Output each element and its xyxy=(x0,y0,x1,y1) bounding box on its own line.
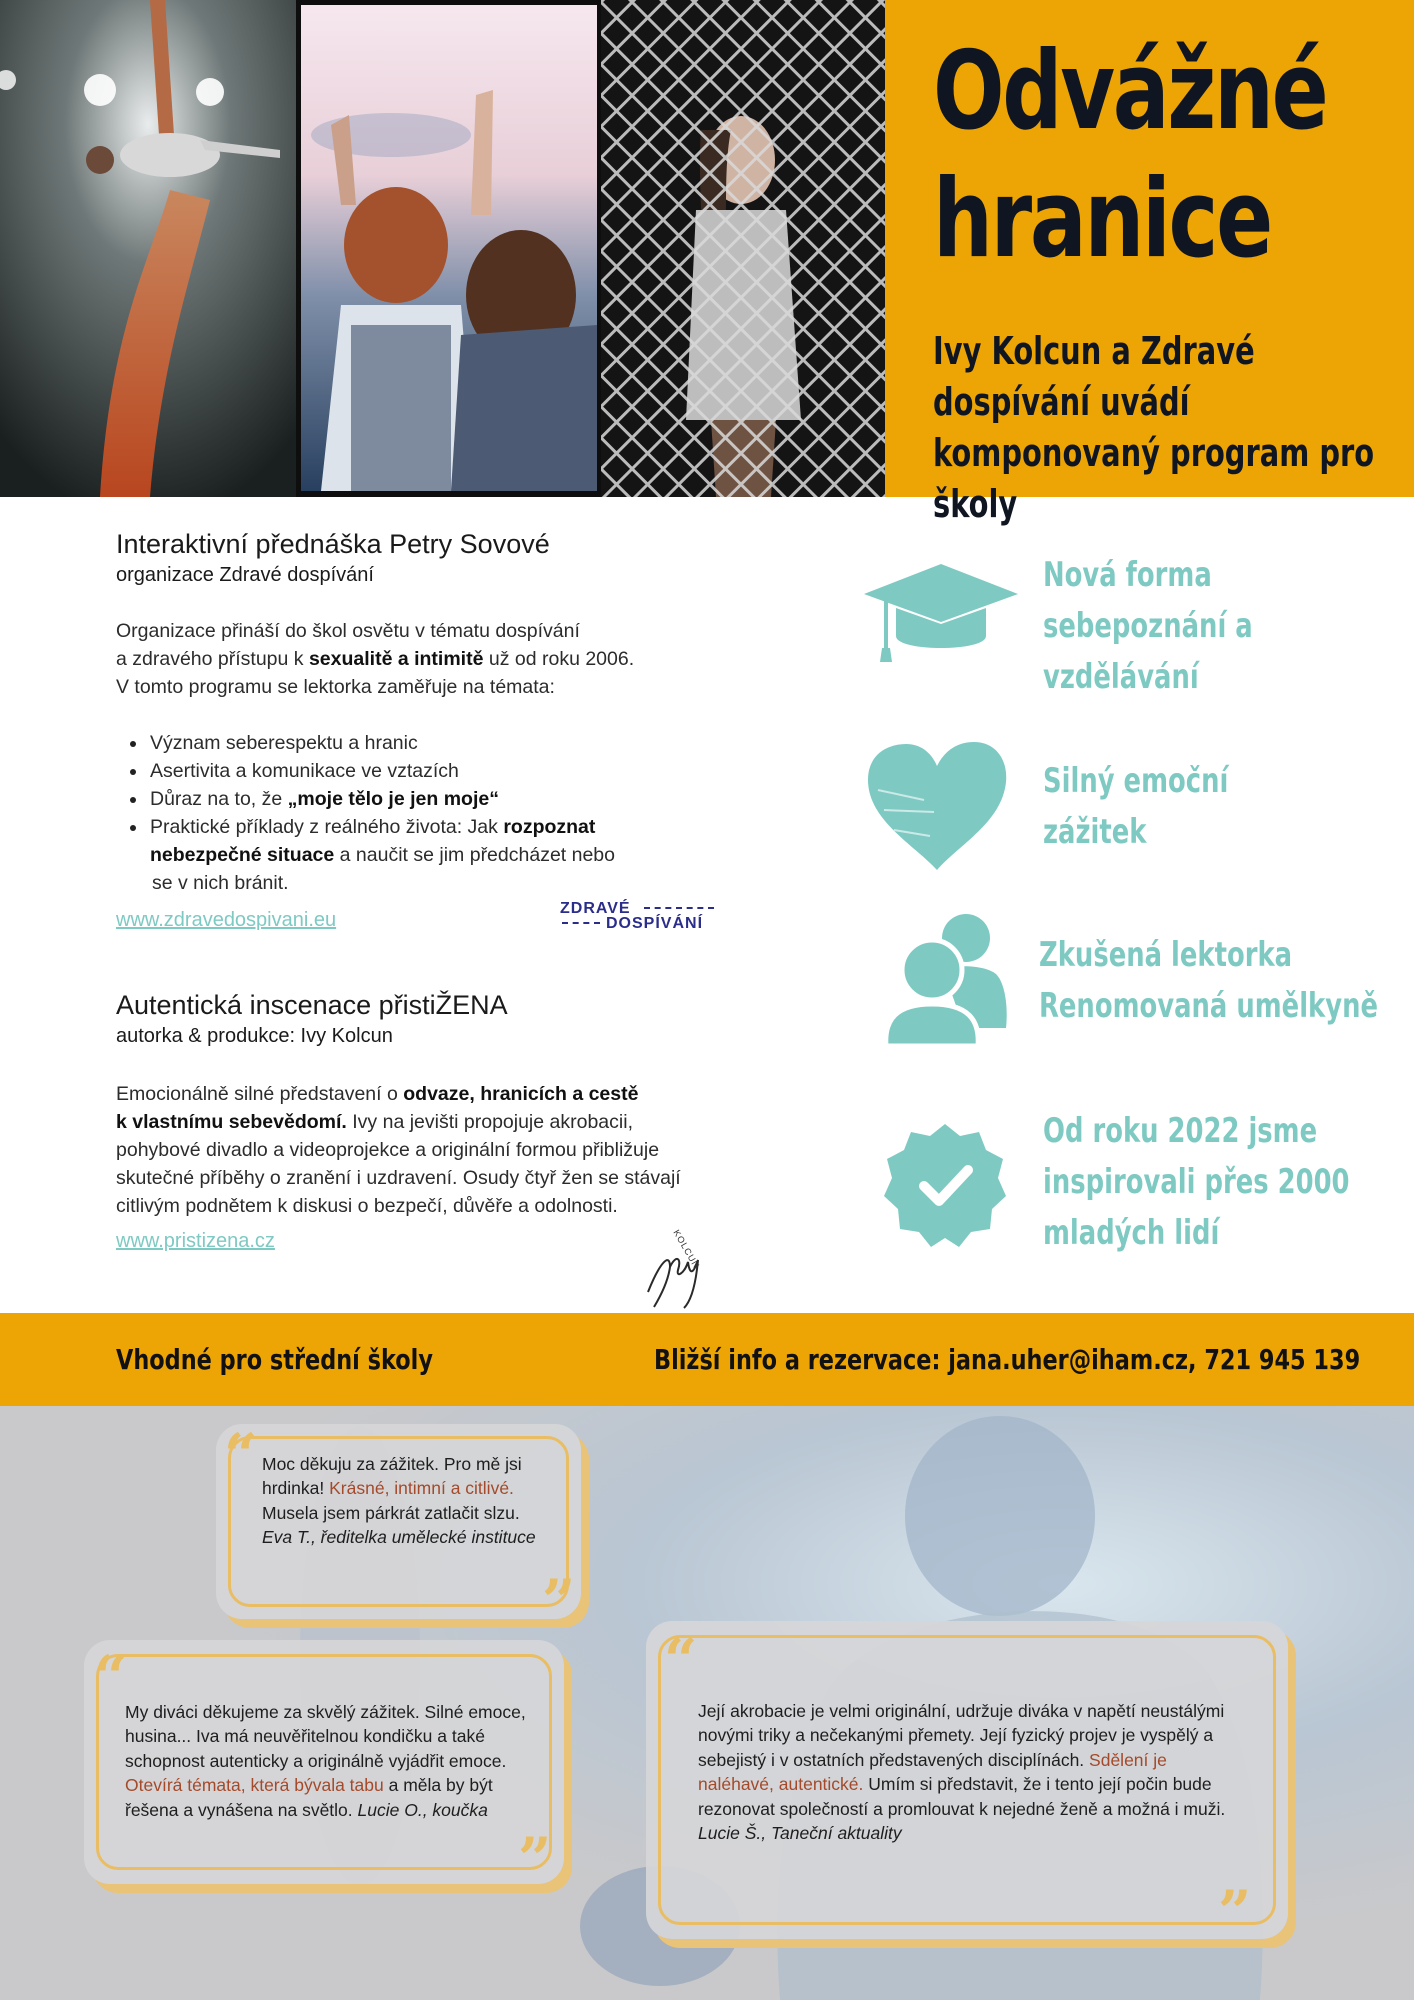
feature-text-3: Zkušená lektorka Renomovaná umělkyně xyxy=(1039,935,1379,1026)
performance-section xyxy=(116,988,816,1253)
performance-line-2: k vlastnímu sebevědomí. Ivy na jevišti propojuje akrobacii, xyxy=(116,1111,633,1133)
lecture-section xyxy=(116,527,796,932)
feature-text-4: Od roku 2022 jsme inspirovali přes 2000 mladých lidí xyxy=(1043,1111,1350,1253)
main-title-line2: hranice xyxy=(933,157,1271,282)
main-title xyxy=(933,28,1327,284)
testimonial-card-1 xyxy=(216,1421,581,1635)
close-quote-icon: ” xyxy=(1218,1878,1252,1946)
verified-badge-icon xyxy=(882,1122,1008,1248)
main-title-line1: Odvážné xyxy=(933,29,1327,154)
close-quote-icon: ” xyxy=(542,1567,576,1635)
open-quote-icon: “ xyxy=(224,1421,258,1489)
aerial-acrobat-photo xyxy=(0,0,296,497)
main-subtitle: Ivy Kolcun a Zdravé dospívání uvádí komponovaný program pro školy xyxy=(933,329,1375,526)
lecture-line-2: a zdravého přístupu k sexualitě a intimitě už od roku 2006. xyxy=(116,648,635,670)
performance-title: Autentická inscenace přistiŽENA xyxy=(116,990,508,1020)
logo-text-1: ZDRAVÉ xyxy=(560,900,631,917)
lecture-description xyxy=(116,617,796,701)
zdravedospivani-link[interactable]: www.zdravedospivani.eu xyxy=(116,909,337,931)
testimonial-text-3: Její akrobacie je velmi originální, udržuje diváka v napětí neustálými novými triky a nečekanými přemety. Její fyzický projev je vyspělý a sebejistý i v ostatních představených disciplínách. Sdělení je naléhavé, autentické. Umím si představit, že i tento její počin bude rezonovat společností a promlouvat k nejedné ženě a možná i muži. Lucie Š., Taneční aktuality xyxy=(698,1701,1226,1844)
graduation-cap-icon xyxy=(862,560,1020,664)
ivy-kolcun-signature xyxy=(640,1222,720,1312)
contact-info: Bližší info a rezervace: jana.uher@iham.cz, 721 945 139 xyxy=(654,1343,1361,1376)
list-item: Asertivita a komunikace ve vztazích xyxy=(116,757,796,785)
performance-line-4: skutečné příběhy o zranění i uzdravení. Osudy čtyř žen se stávají xyxy=(116,1167,681,1189)
performance-line-3: pohybové divadlo a videoprojekce a originální formou přibližuje xyxy=(116,1139,660,1161)
testimonial-card-3 xyxy=(646,1621,1288,1946)
woman-behind-fence-photo xyxy=(601,0,885,497)
signature-kolcun: KOLCUN xyxy=(671,1228,702,1271)
feature-text-1: Nová forma sebepoznání a vzdělávání xyxy=(1043,555,1253,697)
people-icon xyxy=(884,912,1008,1048)
lecture-line-3: V tomto programu se lektorka zaměřuje na témata: xyxy=(116,676,555,698)
feature-text-2: Silný emoční zážitek xyxy=(1043,761,1229,852)
testimonial-card-2 xyxy=(84,1640,564,1893)
zdrave-dospivani-logo xyxy=(560,900,730,936)
lecture-subtitle: organizace Zdravé dospívání xyxy=(116,564,374,586)
lecture-line-1: Organizace přináší do škol osvětu v tématu dospívání xyxy=(116,620,580,642)
topics-list xyxy=(116,729,796,897)
lecture-title: Interaktivní přednáška Petry Sovové xyxy=(116,529,550,559)
header xyxy=(0,0,1414,526)
performance-line-1: Emocionálně silné představení o odvaze, hranicích a cestě xyxy=(116,1083,639,1105)
testimonials-section xyxy=(0,1406,1414,2000)
pristizena-link[interactable]: www.pristizena.cz xyxy=(116,1230,275,1252)
logo-text-2: DOSPÍVÁNÍ xyxy=(606,915,704,932)
list-item: Důraz na to, že „moje tělo je jen moje“ xyxy=(116,785,796,813)
testimonial-text-1: Moc děkuju za zážitek. Pro mě jsi hrdinka! Krásné, intimní a citlivé. Musela jsem párkrát zatlačit slzu. Eva T., ředitelka umělecké instituce xyxy=(262,1454,536,1548)
performance-line-5: citlivým podnětem k diskusi o bezpečí, důvěře a odolnosti. xyxy=(116,1195,618,1217)
testimonial-text-2: My diváci děkujeme za skvělý zážitek. Silné emoce, husina... Iva má neuvěřitelnou kondičku a také schopnost autenticky a originálně vyjádřit emoce. Otevírá témata, která bývala tabu a měla by být řešena a vynášena na světlo. Lucie O., koučka xyxy=(125,1702,526,1820)
open-quote-icon: “ xyxy=(664,1626,698,1694)
close-quote-icon: ” xyxy=(518,1825,552,1893)
lecture-keyword: sexualitě a intimitě xyxy=(308,648,484,670)
target-audience: Vhodné pro střední školy xyxy=(116,1343,433,1376)
open-quote-icon: “ xyxy=(94,1643,128,1711)
title-panel xyxy=(885,0,1414,526)
list-item: Praktické příklady z reálného života: Jak rozpoznat nebezpečné situace a naučit se jim předcházet nebo se v nich bránit. xyxy=(116,813,796,897)
performance-subtitle: autorka & produkce: Ivy Kolcun xyxy=(116,1025,393,1047)
info-band xyxy=(0,1313,1414,1406)
raised-hands-photo xyxy=(301,5,597,491)
heart-icon xyxy=(864,740,1010,874)
performance-description xyxy=(116,1080,816,1220)
list-item: Význam seberespektu a hranic xyxy=(116,729,796,757)
